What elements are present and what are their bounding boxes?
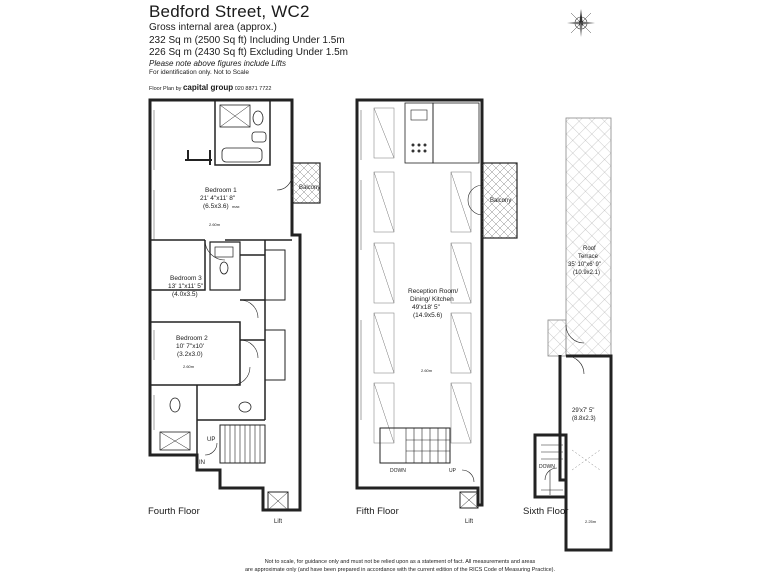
reception-imperial: 49'x18' 5" bbox=[412, 304, 440, 311]
hob-icon bbox=[412, 144, 427, 153]
bedroom1-height: 2.60m bbox=[209, 222, 221, 227]
fourth-doors bbox=[205, 175, 292, 455]
fourth-lift-label: Lift bbox=[274, 519, 283, 525]
credit-phone: 020 8871 7722 bbox=[234, 86, 272, 92]
sixth-room-metric: (8.8x2.3) bbox=[572, 416, 596, 422]
reception-line2: Dining/ Kitchen bbox=[410, 296, 454, 303]
fifth-up-label: UP bbox=[449, 468, 456, 474]
sink-icon bbox=[411, 110, 427, 120]
toilet-icon-bedroom3 bbox=[220, 262, 228, 274]
fifth-down-label: DOWN bbox=[390, 468, 406, 474]
fourth-floor-label: Fourth Floor bbox=[148, 506, 200, 517]
bath-icon bbox=[222, 148, 262, 162]
reception-height: 2.60m bbox=[421, 368, 433, 373]
bedroom3-name: Bedroom 3 bbox=[170, 275, 202, 282]
fourth-up-label: UP bbox=[207, 437, 216, 443]
bedroom1-imperial: 21' 4"x11' 8" bbox=[200, 195, 236, 202]
fourth-floor-plan bbox=[150, 100, 320, 510]
bedroom3-metric: (4.0x3.5) bbox=[172, 291, 198, 298]
plan-title: Bedford Street, WC2 bbox=[149, 2, 310, 21]
disclaimer-line1: Not to scale, for guidance only and must not be relied upon as a statement of fact. All measurements and areas bbox=[264, 559, 536, 565]
toilet-icon-wc bbox=[239, 402, 251, 412]
bedroom2-metric: (3.2x3.0) bbox=[177, 351, 203, 358]
fourth-balcony bbox=[292, 163, 320, 203]
roof-terrace-metric: (10.9x2.1) bbox=[573, 270, 601, 276]
reception-line1: Reception Room/ bbox=[408, 288, 459, 295]
kitchen-island bbox=[405, 103, 433, 163]
bedroom1-max: max bbox=[232, 204, 240, 209]
sixth-room-imperial: 29'x7' 5" bbox=[572, 408, 595, 414]
credit-prefix: Floor Plan by bbox=[149, 86, 182, 92]
fourth-stairs bbox=[220, 425, 265, 463]
area-excluding: 226 Sq m (2430 Sq ft) Excluding Under 1.5m bbox=[149, 47, 348, 58]
basin-icon bbox=[252, 132, 266, 142]
sixth-floor-label: Sixth Floor bbox=[523, 506, 569, 517]
fourth-in-label: IN bbox=[199, 460, 205, 466]
fourth-balcony-label: Balcony bbox=[299, 185, 321, 191]
kitchen-counter bbox=[433, 103, 479, 163]
area-including: 232 Sq m (2500 Sq ft) Including Under 1.5m bbox=[149, 35, 345, 46]
lifts-note: Please note above figures include Lifts bbox=[149, 59, 286, 68]
fifth-roof-lights bbox=[374, 108, 471, 443]
sixth-floor-plan bbox=[535, 118, 611, 550]
bedroom3-imperial: 13' 1"x11' 5" bbox=[168, 283, 204, 290]
toilet-icon bbox=[253, 111, 263, 125]
roof-terrace-line1: Roof bbox=[583, 246, 596, 252]
bedroom1-metric: (6.5x3.6) bbox=[203, 203, 229, 210]
bedroom1-name: Bedroom 1 bbox=[205, 187, 237, 194]
compass-letter: N bbox=[578, 21, 584, 28]
disclaimer-line2: are approximate only (and have been prepared in accordance with the current edition of the RICS Code of Measuring Practice). bbox=[244, 567, 555, 573]
fifth-balcony-label: Balcony bbox=[490, 198, 512, 204]
roof-terrace-line2: Terrace bbox=[578, 254, 599, 260]
reception-metric: (14.9x5.6) bbox=[413, 312, 443, 319]
roof-terrace bbox=[566, 118, 611, 356]
brand-logo: capital group bbox=[182, 83, 234, 92]
bedroom2-name: Bedroom 2 bbox=[176, 335, 208, 342]
sixth-down-label: DOWN bbox=[539, 464, 555, 470]
fifth-lift-label: Lift bbox=[465, 519, 474, 525]
toilet-icon-bedroom2 bbox=[170, 398, 180, 412]
fifth-floor-label: Fifth Floor bbox=[356, 506, 399, 517]
sixth-room-height: 2.25m bbox=[585, 519, 597, 524]
bedroom2-height: 2.60m bbox=[183, 364, 195, 369]
roof-terrace-imperial: 35' 10"x6' 9" bbox=[568, 262, 601, 268]
bedroom2-imperial: 10' 7"x10' bbox=[176, 343, 204, 350]
identification-note: For identification only. Not to Scale bbox=[149, 69, 249, 76]
area-heading: Gross internal area (approx.) bbox=[149, 22, 277, 33]
